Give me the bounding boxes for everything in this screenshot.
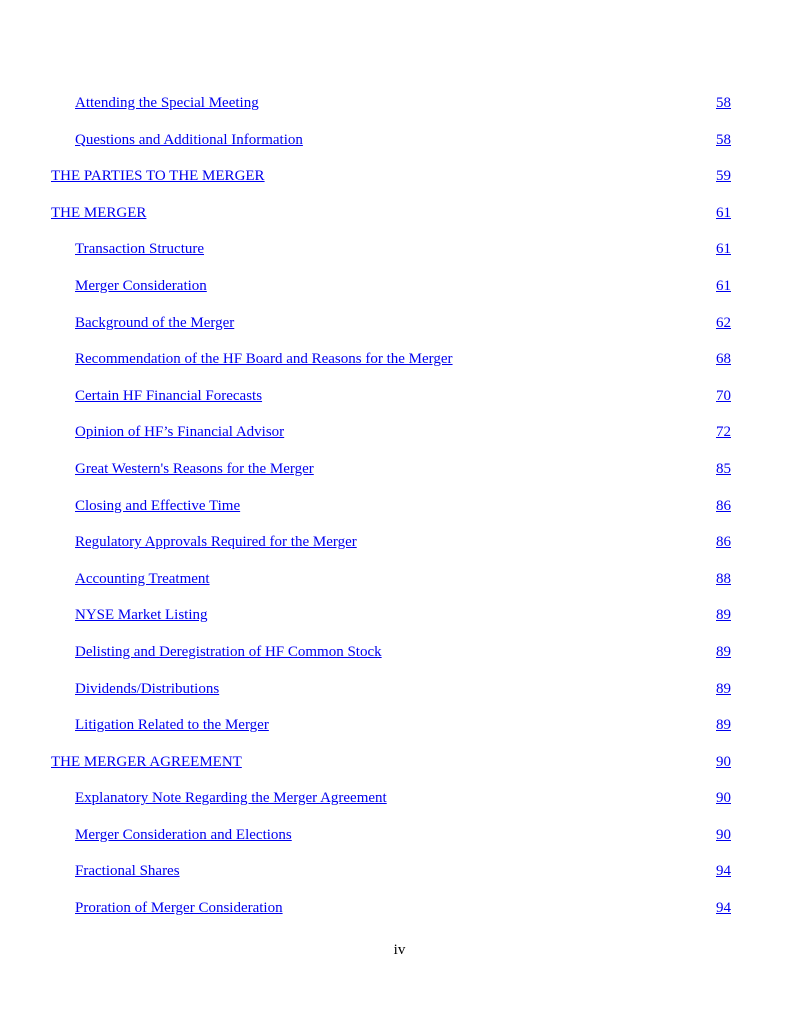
toc-entry (0, 93, 799, 130)
toc-entry (0, 276, 799, 313)
toc-entry-title-link[interactable]: Certain HF Financial Forecasts (75, 387, 263, 404)
toc-entry (0, 386, 799, 423)
page-number: iv (393, 942, 406, 958)
toc-entry-title-link[interactable]: Delisting and Deregistration of HF Common Stock (75, 643, 382, 660)
toc-entry (0, 642, 799, 679)
toc-section-entry (0, 203, 799, 240)
toc-entry (0, 239, 799, 276)
toc-entry-page-link[interactable]: 86 (716, 534, 731, 551)
toc-entry-title-link[interactable]: Explanatory Note Regarding the Merger Agreement (75, 790, 387, 807)
toc-entry (0, 715, 799, 752)
toc-entry-title-link[interactable]: Questions and Additional Information (75, 131, 303, 148)
toc-entry-title-link[interactable]: Recommendation of the HF Board and Reasons for the Merger (75, 351, 453, 368)
toc-entry (0, 605, 799, 642)
toc-entry-title-link[interactable]: Regulatory Approvals Required for the Merger (75, 534, 357, 551)
toc-entry-title-link[interactable]: Closing and Effective Time (75, 497, 241, 514)
toc-entry (0, 313, 799, 350)
toc-entry (0, 130, 799, 167)
toc-section-entry (0, 166, 799, 203)
toc-entry-page-link[interactable]: 89 (716, 607, 731, 624)
toc-entry-page-link[interactable]: 68 (716, 351, 731, 368)
toc-entry-title-link[interactable]: Fractional Shares (75, 863, 180, 880)
toc-entry-page-link[interactable]: 85 (716, 460, 731, 477)
toc-entry-title-link[interactable]: Opinion of HF’s Financial Advisor (75, 424, 285, 441)
toc-section-entry (0, 752, 799, 789)
toc-entry-page-link[interactable]: 61 (716, 277, 731, 294)
toc-entry-title-link[interactable]: Transaction Structure (75, 241, 205, 258)
toc-entry-page-link[interactable]: 94 (716, 900, 731, 917)
toc-entry-title-link[interactable]: Dividends/Distributions (75, 680, 220, 697)
toc-entry-page-link[interactable]: 72 (716, 424, 731, 441)
toc-entry-title-link[interactable]: Background of the Merger (75, 314, 235, 331)
toc-entry-title-link[interactable]: Merger Consideration and Elections (75, 826, 292, 843)
toc-entry-page-link[interactable]: 89 (716, 643, 731, 660)
toc-entry-page-link[interactable]: 61 (716, 204, 731, 221)
toc-entry-page-link[interactable]: 90 (716, 826, 731, 843)
toc-entry-title-link[interactable]: Accounting Treatment (75, 570, 210, 587)
toc-entry (0, 861, 799, 898)
toc-entry-page-link[interactable]: 59 (716, 168, 731, 185)
toc-entry (0, 496, 799, 533)
toc-entry (0, 898, 799, 935)
toc-entry-title-link[interactable]: Merger Consideration (75, 277, 207, 294)
toc-entry-title-link[interactable]: Attending the Special Meeting (75, 95, 259, 111)
toc-entry (0, 679, 799, 716)
toc-entry-page-link[interactable]: 62 (716, 314, 731, 331)
toc-entry-page-link[interactable]: 89 (716, 717, 731, 734)
toc-section-title-link[interactable]: THE PARTIES TO THE MERGER (51, 168, 265, 185)
toc-entry (0, 349, 799, 386)
toc-entry-page-link[interactable]: 58 (716, 131, 731, 148)
toc-entry-title-link[interactable]: Great Western's Reasons for the Merger (75, 460, 314, 477)
toc-entry-page-link[interactable]: 88 (716, 570, 731, 587)
toc-entry-page-link[interactable]: 90 (716, 753, 731, 770)
toc-entry-page-link[interactable]: 70 (716, 387, 731, 404)
toc-entry-page-link[interactable]: 61 (716, 241, 731, 258)
toc-entry (0, 459, 799, 496)
toc-entry (0, 532, 799, 569)
toc-entry-page-link[interactable]: 90 (716, 790, 731, 807)
table-of-contents (0, 93, 799, 935)
toc-entry-page-link[interactable]: 94 (716, 863, 731, 880)
toc-entry-page-link[interactable]: 86 (716, 497, 731, 514)
toc-entry-title-link[interactable]: Litigation Related to the Merger (75, 717, 269, 734)
toc-entry-title-link[interactable]: NYSE Market Listing (75, 607, 208, 624)
toc-entry-title-link[interactable]: Proration of Merger Consideration (75, 900, 283, 917)
toc-entry (0, 825, 799, 862)
toc-entry-page-link[interactable]: 89 (716, 680, 731, 697)
toc-entry (0, 788, 799, 825)
toc-entry-page-link[interactable]: 58 (716, 95, 731, 111)
toc-section-title-link[interactable]: THE MERGER (51, 204, 147, 221)
toc-section-title-link[interactable]: THE MERGER AGREEMENT (51, 753, 242, 770)
toc-entry (0, 569, 799, 606)
toc-entry (0, 422, 799, 459)
